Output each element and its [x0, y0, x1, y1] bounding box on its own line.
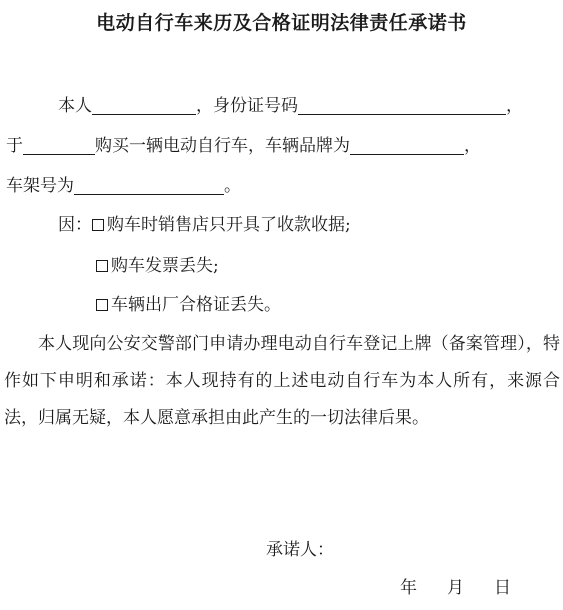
- self-label: 本人: [58, 96, 92, 116]
- statement-paragraph: 本人现向公安交警部门申请办理电动自行车登记上牌（备案管理），特作如下申明和承诺：本人现持有的上述电动自行车为本人所有，来源合法，归属无疑，本人愿意承担由此产生的一切法律后果。: [4, 334, 560, 428]
- brand-blank[interactable]: [350, 136, 464, 155]
- reasons-lead: 因：: [58, 215, 92, 235]
- checkbox-certificate-lost[interactable]: [96, 299, 108, 311]
- at-label: 于: [6, 136, 23, 156]
- checkbox-receipt-only[interactable]: [92, 219, 104, 231]
- reason-line-2: [96, 256, 219, 276]
- line-frame-number: [6, 176, 241, 196]
- date-line: [400, 578, 511, 598]
- signature-blank[interactable]: [338, 541, 458, 560]
- id-number-blank[interactable]: [298, 96, 506, 115]
- date-day: 日: [494, 578, 511, 598]
- name-blank[interactable]: [92, 96, 196, 115]
- frame-number-blank[interactable]: [74, 176, 224, 195]
- line-purchase-brand: [6, 136, 481, 156]
- checkbox-invoice-lost[interactable]: [96, 260, 108, 272]
- purchase-date-blank[interactable]: [23, 136, 95, 155]
- document-title: 电动自行车来历及合格证明法律责任承诺书: [96, 12, 467, 34]
- id-number-label: ，身份证号码: [196, 96, 298, 116]
- line1-end: ，: [506, 96, 523, 116]
- reason-invoice-lost: 购车发票丢失;: [111, 256, 219, 276]
- reason-line-1: [58, 215, 351, 235]
- reason-certificate-lost: 车辆出厂合格证丢失。: [111, 295, 281, 315]
- line-name-id: [58, 96, 523, 116]
- date-year: 年: [400, 578, 417, 598]
- reason-receipt-only: 购车时销售店只开具了收款收据;: [107, 215, 351, 235]
- line3-end: 。: [224, 176, 241, 196]
- frame-number-label: 车架号为: [6, 176, 74, 196]
- date-month: 月: [447, 578, 464, 598]
- reason-line-3: [96, 295, 281, 315]
- line2-end: ，: [464, 136, 481, 156]
- purchase-text: 购买一辆电动自行车，车辆品牌为: [95, 136, 350, 156]
- signature-label: 承诺人：: [266, 540, 334, 560]
